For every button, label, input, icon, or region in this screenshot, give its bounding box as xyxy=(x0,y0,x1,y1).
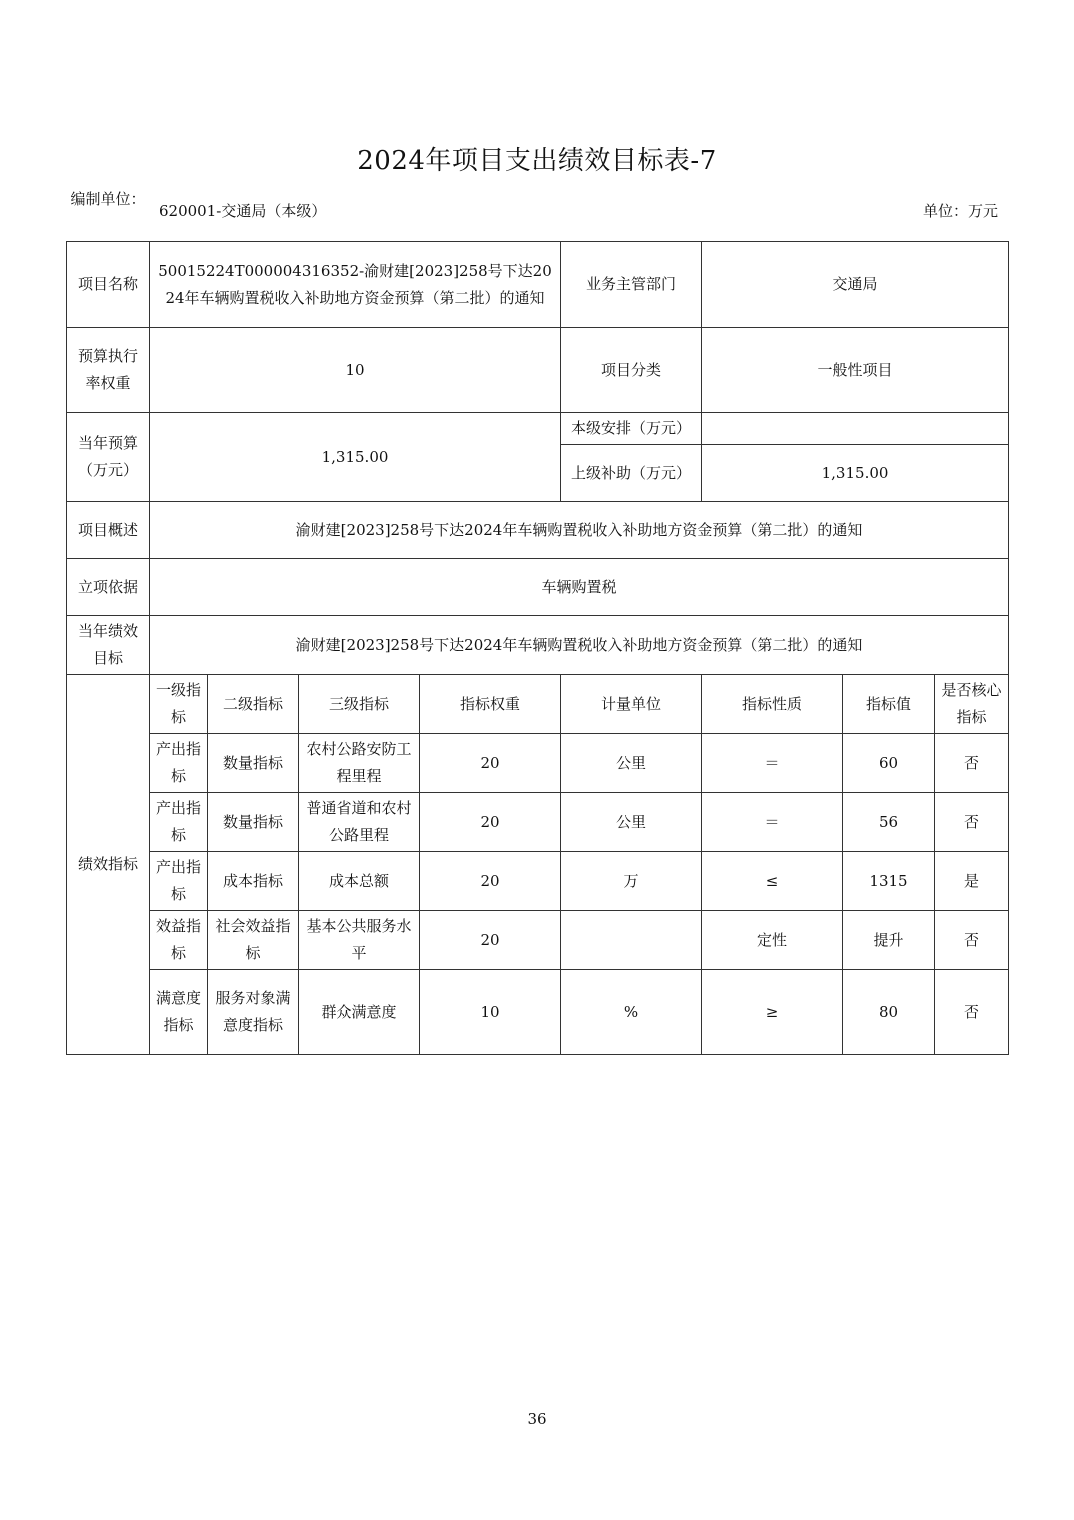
currency-unit: 单位：万元 xyxy=(922,202,998,220)
weight-cell: 20 xyxy=(420,911,561,970)
unit-cell: 公里 xyxy=(561,734,702,793)
weight-cell: 20 xyxy=(420,793,561,852)
indicator-header: 是否核心指标 xyxy=(935,675,1009,734)
value-cell: 提升 xyxy=(843,911,935,970)
level1-cell: 产出指标 xyxy=(150,852,208,911)
overview-label: 项目概述 xyxy=(67,502,150,559)
weight-cell: 20 xyxy=(420,734,561,793)
core-cell: 否 xyxy=(935,911,1009,970)
basis-value: 车辆购置税 xyxy=(150,559,1009,616)
basis-label: 立项依据 xyxy=(67,559,150,616)
goal-label: 当年绩效目标 xyxy=(67,616,150,675)
nature-cell: ≤ xyxy=(702,852,843,911)
core-cell: 否 xyxy=(935,970,1009,1055)
weight-cell: 20 xyxy=(420,852,561,911)
nature-cell: 定性 xyxy=(702,911,843,970)
level3-cell: 成本总额 xyxy=(299,852,420,911)
unit-label: 编制单位： xyxy=(70,190,146,208)
indicator-header: 指标值 xyxy=(843,675,935,734)
level2-cell: 成本指标 xyxy=(208,852,299,911)
table-row xyxy=(67,734,1009,793)
level1-cell: 效益指标 xyxy=(150,911,208,970)
value-cell: 80 xyxy=(843,970,935,1055)
level3-cell: 农村公路安防工程里程 xyxy=(299,734,420,793)
level1-cell: 产出指标 xyxy=(150,734,208,793)
level1-cell: 产出指标 xyxy=(150,793,208,852)
performance-table xyxy=(66,241,1009,1055)
indicator-header: 计量单位 xyxy=(561,675,702,734)
value-cell: 60 xyxy=(843,734,935,793)
nature-cell: ＝ xyxy=(702,793,843,852)
core-cell: 否 xyxy=(935,734,1009,793)
unit-cell xyxy=(561,911,702,970)
local-budget-value xyxy=(702,413,1009,445)
dept-value: 交通局 xyxy=(702,242,1009,328)
level3-cell: 普通省道和农村公路里程 xyxy=(299,793,420,852)
unit-cell: 万 xyxy=(561,852,702,911)
category-value: 一般性项目 xyxy=(702,328,1009,413)
weight-cell: 10 xyxy=(420,970,561,1055)
goal-value: 渝财建[2023]258号下达2024年车辆购置税收入补助地方资金预算（第二批）的通知 xyxy=(150,616,1009,675)
indicator-header: 指标权重 xyxy=(420,675,561,734)
weight-label: 预算执行率权重 xyxy=(67,328,150,413)
value-cell: 1315 xyxy=(843,852,935,911)
core-cell: 否 xyxy=(935,793,1009,852)
unit-cell: 公里 xyxy=(561,793,702,852)
core-cell: 是 xyxy=(935,852,1009,911)
budget-value: 1,315.00 xyxy=(150,413,561,502)
indicators-section-label: 绩效指标 xyxy=(67,675,150,1055)
indicator-header: 三级指标 xyxy=(299,675,420,734)
level1-cell: 满意度指标 xyxy=(150,970,208,1055)
overview-value: 渝财建[2023]258号下达2024年车辆购置税收入补助地方资金预算（第二批）的通知 xyxy=(150,502,1009,559)
level2-cell: 社会效益指标 xyxy=(208,911,299,970)
upper-subsidy-label: 上级补助（万元） xyxy=(561,445,702,502)
level2-cell: 数量指标 xyxy=(208,793,299,852)
table-row xyxy=(67,970,1009,1055)
upper-subsidy-value: 1,315.00 xyxy=(702,445,1009,502)
dept-label: 业务主管部门 xyxy=(561,242,702,328)
table-row xyxy=(67,793,1009,852)
level2-cell: 服务对象满意度指标 xyxy=(208,970,299,1055)
level3-cell: 基本公共服务水平 xyxy=(299,911,420,970)
nature-cell: ≥ xyxy=(702,970,843,1055)
weight-value: 10 xyxy=(150,328,561,413)
budget-label: 当年预算（万元） xyxy=(67,413,150,502)
indicator-header: 二级指标 xyxy=(208,675,299,734)
table-row xyxy=(67,911,1009,970)
page-number: 36 xyxy=(527,1410,547,1428)
table-row xyxy=(67,852,1009,911)
indicator-header: 一级指标 xyxy=(150,675,208,734)
level2-cell: 数量指标 xyxy=(208,734,299,793)
category-label: 项目分类 xyxy=(561,328,702,413)
page-title: 2024年项目支出绩效目标表-7 xyxy=(357,146,717,176)
level3-cell: 群众满意度 xyxy=(299,970,420,1055)
nature-cell: ＝ xyxy=(702,734,843,793)
header-row xyxy=(66,186,1008,240)
project-name-value: 50015224T000004316352-渝财建[2023]258号下达2024年车辆购置税收入补助地方资金预算（第二批）的通知 xyxy=(150,242,561,328)
local-budget-label: 本级安排（万元） xyxy=(561,413,702,445)
value-cell: 56 xyxy=(843,793,935,852)
indicator-header: 指标性质 xyxy=(702,675,843,734)
project-name-label: 项目名称 xyxy=(67,242,150,328)
unit-cell: % xyxy=(561,970,702,1055)
unit-value: 620001-交通局（本级） xyxy=(159,202,327,220)
